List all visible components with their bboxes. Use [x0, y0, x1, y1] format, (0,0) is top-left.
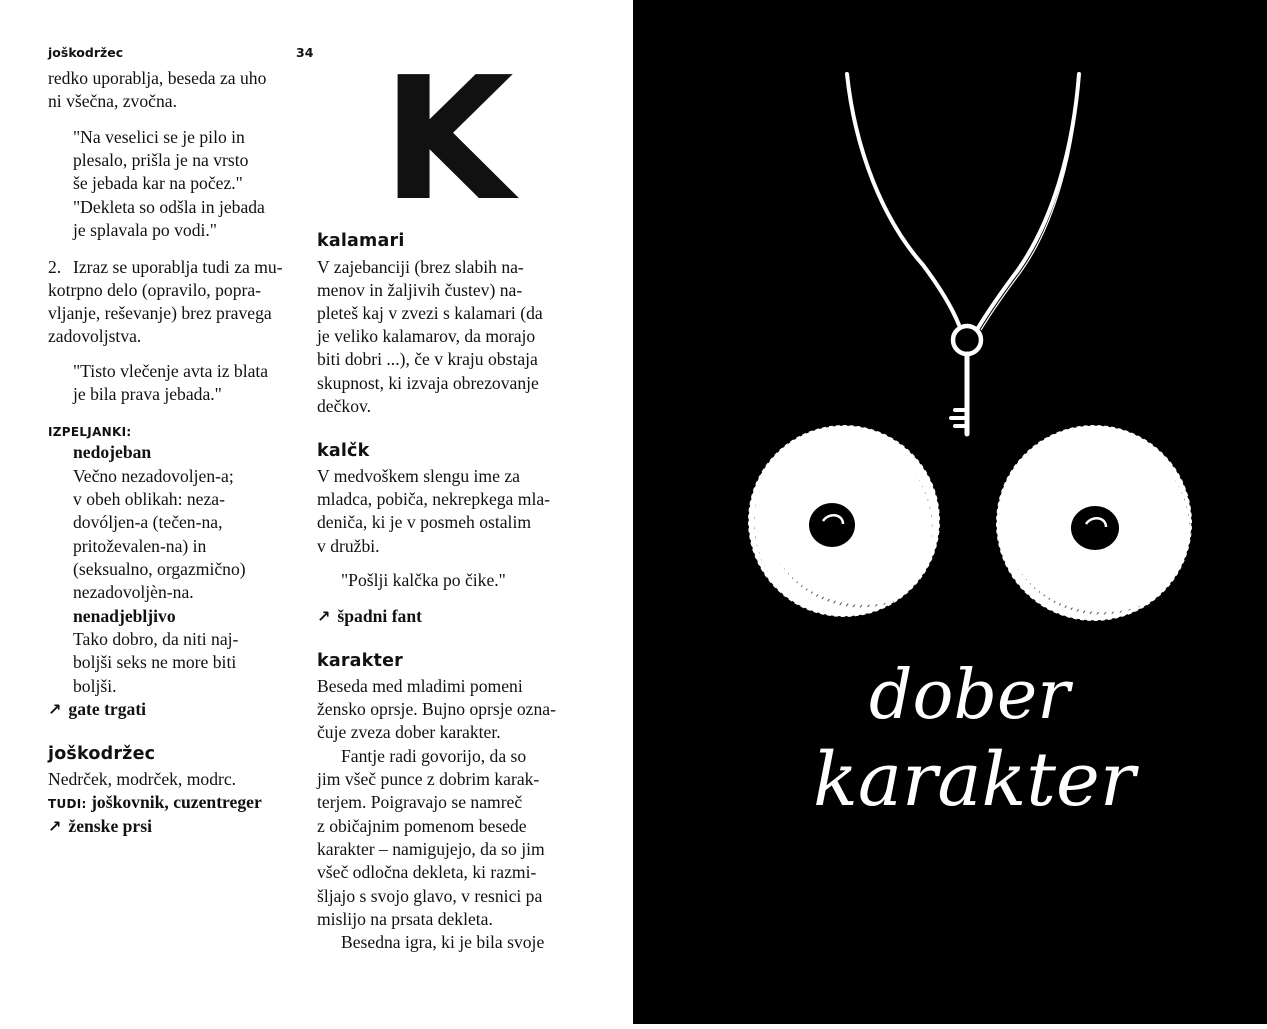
see-also-link[interactable] — [48, 698, 146, 721]
see-also-link[interactable] — [317, 605, 422, 628]
derivative-term: nedojeban — [73, 442, 152, 462]
key-icon — [951, 326, 981, 434]
entry-line: menov in žaljivih čustev) na- — [317, 280, 523, 300]
entry-headword: joškodržec — [48, 744, 156, 764]
necklace-cord — [847, 74, 1079, 330]
caption-line-1: dober — [869, 656, 1070, 735]
running-head: joškodržec — [48, 45, 124, 60]
entry-line: deniča, ki je v posmeh ostalim — [317, 512, 532, 532]
entry-line: karakter – namigujejo, da so jim — [317, 839, 545, 859]
derivatives-label: IZPELJANKI: — [48, 425, 132, 439]
intro-line-1: redko uporablja, beseda za uho — [48, 68, 267, 88]
entry-headword: kalamari — [317, 231, 405, 251]
entry-line: mislijo na prsata dekleta. — [317, 909, 493, 929]
example-line: "Tisto vlečenje avta iz blata — [73, 361, 269, 381]
also-line — [48, 791, 262, 816]
example-line: je splavala po vodi." — [73, 220, 217, 240]
derivative-line: Večno nezadovoljen-a; — [73, 466, 234, 486]
definition-line: zadovoljstva. — [48, 326, 142, 346]
entry-line: mladca, pobiča, nekrepkega mla- — [317, 489, 551, 509]
entry-line: šljajo s svojo glavo, v resnici pa — [317, 886, 543, 906]
entry-line: žensko oprsje. Bujno oprsje ozna- — [317, 699, 556, 719]
arrow-up-right-icon: ↗ — [317, 607, 331, 626]
entry-line: biti dobri ...), če v kraju obstaja — [317, 349, 538, 369]
section-letter: K — [382, 41, 510, 239]
entry-line: V medvoškem slengu ime za — [317, 466, 520, 486]
see-also-link[interactable] — [48, 815, 152, 838]
left-breast-drawing — [748, 425, 940, 617]
entry-line: z običajnim pomenom besede — [317, 816, 527, 836]
derivative-term: nenadjebljivo — [73, 606, 176, 626]
example-line: še jebada kar na počez." — [73, 173, 243, 193]
derivative-line: boljši. — [73, 676, 117, 696]
entry-headword: karakter — [317, 651, 403, 671]
caption-line-2: karakter — [813, 737, 1136, 823]
derivative-line: Tako dobro, da niti naj- — [73, 629, 239, 649]
derivative-line: boljši seks ne more biti — [73, 652, 237, 672]
definition-number: 2. — [48, 257, 62, 277]
entry-line: je veliko kalamarov, da morajo — [317, 326, 536, 346]
illustration-page — [633, 0, 1267, 1024]
derivative-line: (seksualno, orgazmično) — [73, 559, 246, 579]
illustration — [633, 0, 1267, 1024]
definition-line: vljanje, reševanje) brez pravega — [48, 303, 272, 323]
left-page — [0, 0, 633, 1024]
example-line: "Pošlji kalčka po čike." — [341, 570, 506, 590]
entry-line: čuje zveza dober karakter. — [317, 722, 501, 742]
entry-definition: Nedrček, modrček, modrc. — [48, 769, 237, 789]
entry-line: terjem. Poigravajo se namreč — [317, 792, 523, 812]
entry-line: všeč odločna dekleta, ki razmi- — [317, 862, 537, 882]
arrow-up-right-icon: ↗ — [48, 817, 62, 836]
see-also-term: špadni fant — [337, 606, 422, 626]
entry-line: skupnost, ki izvaja obrezovanje — [317, 373, 539, 393]
right-breast-drawing — [996, 425, 1192, 621]
see-also-term: gate trgati — [68, 699, 147, 719]
entry-line: pleteš kaj v zvezi s kalamari (da — [317, 303, 543, 323]
entry-line: V zajebanciji (brez slabih na- — [317, 257, 524, 277]
page-number: 34 — [296, 45, 314, 60]
example-line: "Na veselici se je pilo in — [73, 127, 245, 147]
also-label: TUDI: — [48, 797, 87, 811]
see-also-term: ženske prsi — [68, 816, 152, 836]
derivative-line: v obeh oblikah: neza- — [73, 489, 225, 509]
also-terms: joškovnik, cuzentreger — [91, 792, 262, 812]
entry-line: v družbi. — [317, 536, 380, 556]
intro-line-2: ni všečna, zvočna. — [48, 91, 177, 111]
definition-line: kotrpno delo (opravilo, popra- — [48, 280, 262, 300]
entry-line: jim všeč punce z dobrim karak- — [317, 769, 540, 789]
example-line: je bila prava jebada." — [73, 384, 222, 404]
example-line: plesalo, prišla je na vrsto — [73, 150, 249, 170]
entry-line: Beseda med mladimi pomeni — [317, 676, 523, 696]
derivative-line: pritoževalen-na) in — [73, 536, 207, 556]
entry-line: dečkov. — [317, 396, 372, 416]
entry-headword: kalčk — [317, 441, 370, 461]
derivative-line: nezadovoljèn-na. — [73, 582, 194, 602]
derivative-line: dovóljen-a (tečen-na, — [73, 512, 223, 532]
definition-line: Izraz se uporablja tudi za mu- — [73, 257, 283, 277]
entry-line: Fantje radi govorijo, da so — [341, 746, 527, 766]
entry-line: Besedna igra, ki je bila svoje — [341, 932, 545, 952]
arrow-up-right-icon: ↗ — [48, 700, 62, 719]
example-line: "Dekleta so odšla in jebada — [73, 197, 265, 217]
